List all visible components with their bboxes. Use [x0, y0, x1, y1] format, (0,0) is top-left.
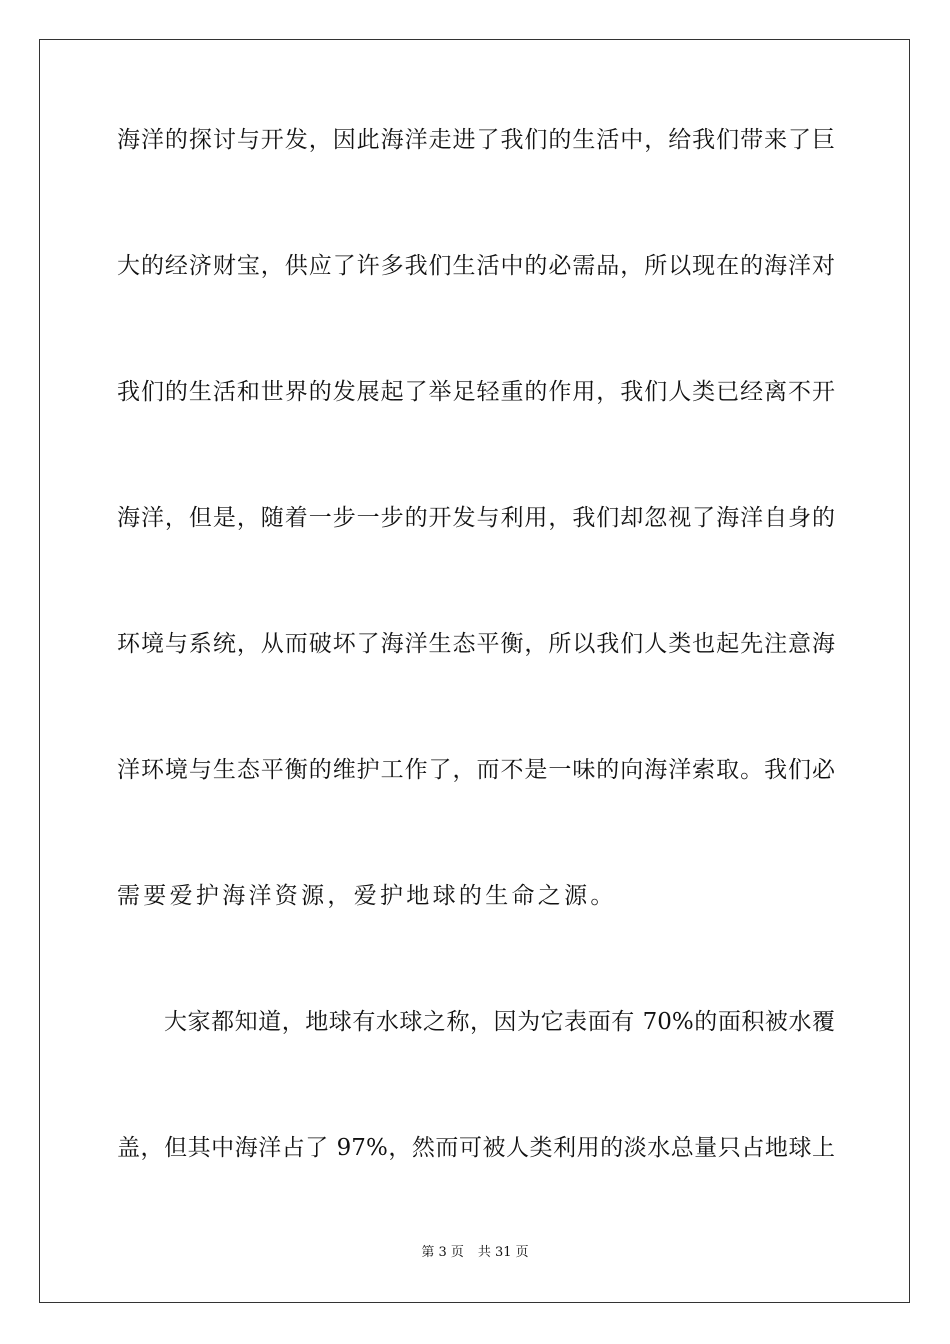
page-total: 共 31 页 [477, 1245, 529, 1260]
paragraph-first-line: 大家都知道，地球有水球之称，因为它表面有 70%的面积被水覆 [164, 1009, 835, 1035]
text-line: 我们的生活和世界的发展起了举足轻重的作用，我们人类已经离不开 [117, 379, 835, 405]
page-footer [0, 1244, 950, 1262]
text-line: 需要爱护海洋资源，爱护地球的生命之源。 [117, 883, 617, 909]
text-line: 大的经济财宝，供应了许多我们生活中的必需品，所以现在的海洋对 [117, 253, 835, 279]
text-line: 海洋，但是，随着一步一步的开发与利用，我们却忽视了海洋自身的 [117, 505, 835, 531]
text-line: 盖，但其中海洋占了 97%，然而可被人类利用的淡水总量只占地球上 [117, 1135, 835, 1161]
document-body [117, 124, 835, 1258]
text-line: 洋环境与生态平衡的维护工作了，而不是一味的向海洋索取。我们必 [117, 757, 835, 783]
page-number: 第 3 页 [421, 1245, 464, 1260]
text-line: 海洋的探讨与开发，因此海洋走进了我们的生活中，给我们带来了巨 [117, 127, 835, 153]
text-line: 环境与系统，从而破坏了海洋生态平衡，所以我们人类也起先注意海 [117, 631, 835, 657]
